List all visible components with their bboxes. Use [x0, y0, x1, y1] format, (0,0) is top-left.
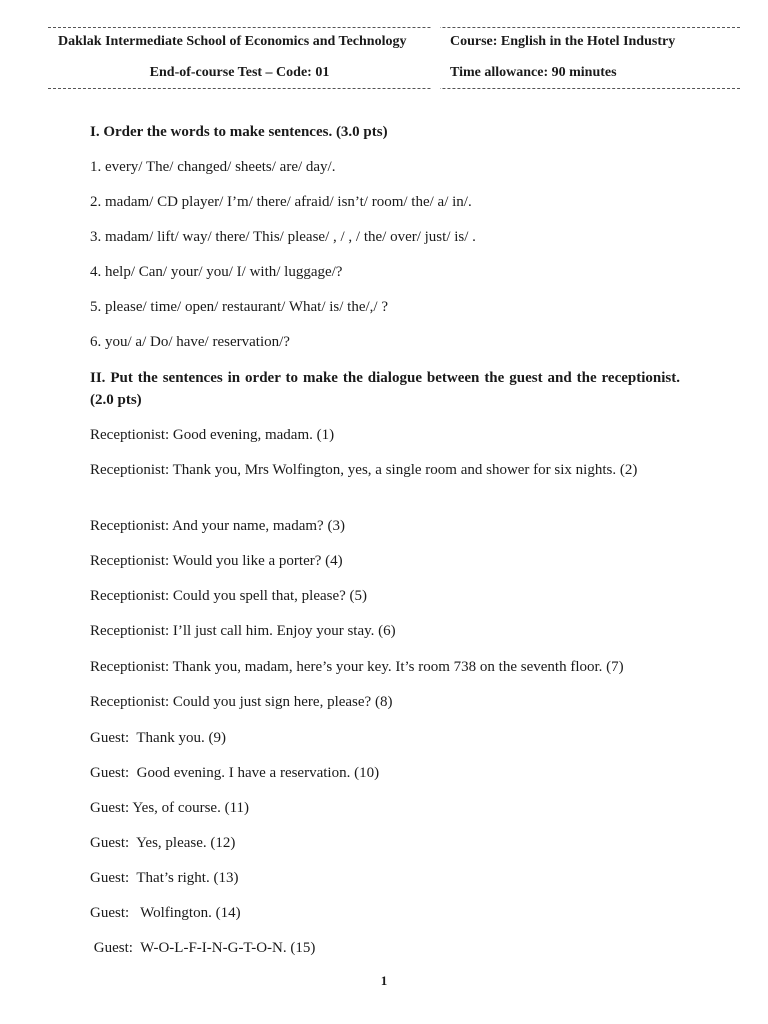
dialogue-line: Guest: Yes, please. (12) [90, 835, 236, 851]
school-name: Daklak Intermediate School of Economics and Technology [58, 34, 407, 49]
course-name: Course: English in the Hotel Industry [450, 34, 676, 49]
section-2-heading: II. Put the sentences in order to make the dialogue between the guest and the receptionist. (2.0 pts) [90, 370, 680, 408]
header-right-cell [440, 28, 740, 88]
dialogue-line: Receptionist: Could you just sign here, please? (8) [90, 694, 393, 710]
time-allowance: Time allowance: 90 minutes [450, 65, 617, 80]
dialogue-line: Receptionist: I’ll just call him. Enjoy your stay. (6) [90, 623, 396, 639]
header-separator [431, 27, 440, 90]
test-code: End-of-course Test – Code: 01 [149, 65, 330, 80]
section-1-item: 5. please/ time/ open/ restaurant/ What/ is/ the/,/ ? [90, 299, 388, 315]
dialogue-line: Guest: Wolfington. (14) [90, 905, 241, 921]
section-1-item: 3. madam/ lift/ way/ there/ This/ please/ , / , / the/ over/ just/ is/ . [90, 229, 476, 245]
dialogue-line: Receptionist: Would you like a porter? (4) [90, 553, 343, 569]
section-1-item: 2. madam/ CD player/ I’m/ there/ afraid/ isn’t/ room/ the/ a/ in/. [90, 194, 472, 210]
section-1-item: 1. every/ The/ changed/ sheets/ are/ day/. [90, 159, 336, 175]
dialogue-line: Guest: That’s right. (13) [90, 870, 239, 886]
dialogue-line: Receptionist: Thank you, madam, here’s your key. It’s room 738 on the seventh floor. (7) [90, 659, 624, 675]
section-1-heading: I. Order the words to make sentences. (3.0 pts) [90, 124, 388, 140]
dialogue-line: Guest: Yes, of course. (11) [90, 800, 250, 816]
section-1-item: 4. help/ Can/ your/ you/ I/ with/ luggage/? [90, 264, 343, 280]
dialogue-line: Receptionist: Good evening, madam. (1) [90, 427, 335, 443]
dialogue-line: Guest: Thank you. (9) [90, 730, 226, 746]
section-1-item: 6. you/ a/ Do/ have/ reservation/? [90, 334, 290, 350]
dialogue-line: Receptionist: Could you spell that, please? (5) [90, 588, 368, 604]
dialogue-line: Guest: W-O-L-F-I-N-G-T-O-N. (15) [90, 940, 316, 956]
document-header [48, 27, 740, 89]
dialogue-line: Receptionist: And your name, madam? (3) [90, 518, 345, 534]
dialogue-line: Receptionist: Thank you, Mrs Wolfington, yes, a single room and shower for six nights. (2) [90, 462, 638, 478]
header-left-cell [48, 28, 431, 88]
dialogue-line: Guest: Good evening. I have a reservation. (10) [90, 765, 380, 781]
page-number: 1 [380, 973, 388, 988]
